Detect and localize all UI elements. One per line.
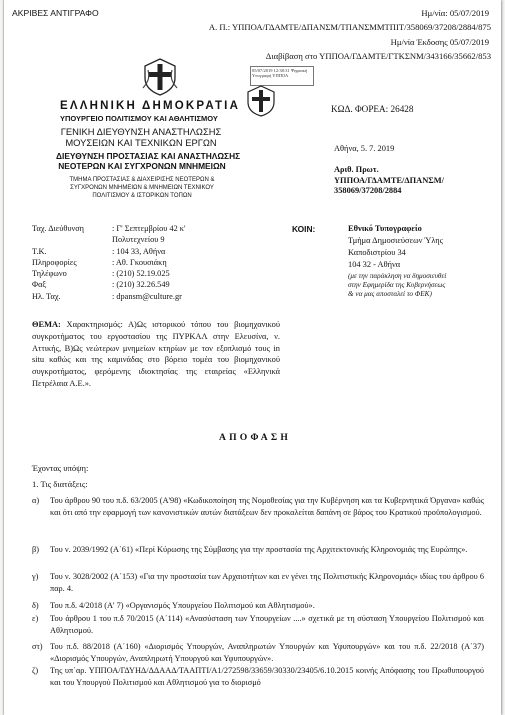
provision-text: Του ν. 2039/1992 (Α΄61) «Περί Κύρωσης της Σύμβασης για την προστασία της Αρχιτεκτονικής Κληρονομιάς της Ευρώπης». — [50, 545, 468, 554]
provision-number: γ) — [32, 572, 39, 581]
provision-item — [32, 495, 484, 519]
provision-text: Του άρθρου 1 του π.δ 70/2015 (Α΄114) «Ανασύσταση των Υπουργείων ....» σχετικά με τη σύσταση Υπουργείου Πολιτισμού και Αθλητισμού. — [50, 614, 484, 636]
subject-label: ΘΕΜΑ: — [32, 320, 61, 329]
directorate-line1: ΔΙΕΥΘΥΝΣΗ ΠΡΟΣΤΑΣΙΑΣ ΚΑΙ ΑΝΑΣΤΗΛΩΣΗΣ — [56, 151, 241, 161]
provision-item — [32, 571, 484, 595]
provision-text: Της υπ΄αρ. ΥΠΠΟΑ/ΓΔΥΗΔ/ΔΔΑΑΔ/ΤΑΑΠΤΙ/Α1/272598/33659/30330/23405/6.10.2015 κοινής Απόφασης του Πρωθυπουργού και του Υπουργού Πολιτισμού και Αθλητισμού για το διορισμό — [50, 666, 484, 688]
contact-value: : Γ' Σεπτεμβρίου 42 κ' — [112, 224, 186, 233]
agency-code: ΚΩΔ. ΦΟΡΕΑ: 26428 — [331, 104, 414, 114]
koin-note3: & να μας αποσταλεί το ΦΕΚ) — [348, 290, 432, 298]
provision-number: ζ) — [32, 666, 39, 675]
protocol-number: Α. Π.: ΥΠΠΟΑ/ΓΔΑΜΤΕ/ΔΠΑΝΣΜ/ΤΠΑΝΣΜΜΤΠΙΤ/358069/37208/2884/875 — [208, 22, 491, 32]
provision-text: Του άρθρου 90 του π.δ. 63/2005 (Α'98) «Κωδικοποίηση της Νομοθεσίας για την Κυβέρνηση και τα Κυβερνητικά Όργανα» καθώς και ότι από την εφαρμογή των κανονιστικών αυτών διατάξεων δεν προκαλείται δαπάνη σε βάρος του Κρατικού προϋπολογισμού. — [50, 496, 484, 518]
contact-value: : Αθ. Γκουσιάκη — [112, 258, 167, 267]
contact-label: Τ.Κ. — [32, 247, 47, 256]
koin-department: Τμήμα Δημοσιεύσεων Ύλης — [348, 236, 443, 245]
provision-number: ε) — [32, 614, 39, 623]
republic-title: ΕΛΛΗΝΙΚΗ ΔΗΜΟΚΡΑΤΙΑ — [60, 100, 241, 112]
provision-item — [32, 641, 484, 665]
protocol-line2: 358069/37208/2884 — [334, 186, 402, 195]
provision-number: στ) — [32, 642, 43, 651]
greek-seal-icon — [246, 85, 276, 117]
provision-text: Του π.δ. 88/2018 (Α΄160) «Διορισμός Υπουργών, Αναπληρωτών Υπουργών και Υφυπουργών» και του π.δ. 22/2018 (Α΄37) «Διορισμός Υπουργών, Αναπληρωτή Υπουργού και Υφυπουργών». — [50, 642, 484, 664]
greek-coat-of-arms-icon — [142, 58, 178, 96]
koin-recipient: Εθνικό Τυπογραφείο — [348, 224, 422, 233]
provision-text: Του π.δ. 4/2018 (Α' 7) «Οργανισμός Υπουργείου Πολιτισμού και Αθλητισμού». — [50, 601, 315, 610]
koin-label: ΚΟΙΝ: — [292, 224, 316, 234]
general-directorate-line1: ΓΕΝΙΚΗ ΔΙΕΥΘΥΝΣΗ ΑΝΑΣΤΗΛΩΣΗΣ — [60, 126, 222, 137]
contact-label: Φαξ — [32, 280, 47, 289]
provisions-title: 1. Τις διατάξεις: — [32, 479, 88, 489]
provision-item — [32, 665, 484, 689]
provision-number: δ) — [32, 601, 39, 610]
general-directorate-line2: ΜΟΥΣΕΙΩΝ ΚΑΙ ΤΕΧΝΙΚΩΝ ΕΡΓΩΝ — [65, 137, 217, 148]
copy-date: Ημ/νία: 05/07/2019 — [421, 8, 489, 18]
ministry-name: ΥΠΟΥΡΓΕΙΟ ΠΟΛΙΤΙΣΜΟΥ ΚΑΙ ΑΘΛΗΤΙΣΜΟΥ — [60, 114, 218, 123]
document-page — [4, 0, 501, 715]
contact-label: Ηλ. Ταχ. — [32, 292, 61, 301]
contact-label: Τηλέφωνο — [32, 269, 67, 278]
decision-title: ΑΠΟΦΑΣΗ — [219, 432, 292, 443]
having-regard: Έχοντας υπόψη: — [32, 463, 89, 473]
provision-text: Του ν. 3028/2002 (Α΄153) «Για την προστασία των Αρχαιοτήτων και εν γένει της Πολιτιστικής Κληρονομιάς» ιδίως του άρθρου 6 παρ. 4. — [50, 572, 484, 594]
department-line3: ΠΟΛΙΤΙΣΜΟΥ & ΙΣΤΟΡΙΚΩΝ ΤΟΠΩΝ — [92, 193, 192, 199]
contact-value: Πολυτεχνείου 9 — [112, 235, 165, 244]
contact-value: : dpansm@culture.gr — [112, 292, 182, 301]
transmission-number: Διαβίβαση στο ΥΠΠΟΑ/ΓΔΑΜΤΕ/ΓΤΚΣΝΜ/343166/35662/853 — [265, 51, 491, 61]
protocol-line1: ΥΠΠΟΑ/ΓΔΑΜΤΕ/ΔΠΑΝΣΜ/ — [334, 176, 444, 185]
contact-value: : (210) 32.26.549 — [112, 280, 170, 289]
provision-item — [32, 544, 484, 556]
koin-note1: (με την παράκληση να δημοσιευθεί — [348, 272, 447, 280]
provision-number: α) — [32, 496, 40, 505]
koin-note2: στην Εφημερίδα της Κυβερνήσεως — [348, 281, 446, 289]
provision-item — [32, 613, 484, 637]
subject-text: Χαρακτηρισμός: Α)Ως ιστορικού τόπου του βιομηχανικού συγκροτήματος του εργοστασίου της ΠΥΡΚΑΛ στην Ελευσίνα, ν. Αττικής, Β)Ως νεώτερων μνημείων κτηρίων με τον εξοπλισμό τους in situ καθώς και της καμινάδας στο βόρειο τομέα του βιομηχανικού συγκροτήματος, φερόμενης ιδιοκτησίας της εταιρείας «Ελληνικά Πετρέλαια Α.Ε.». — [32, 320, 281, 388]
protocol-label: Αριθ. Πρωτ. — [334, 165, 379, 174]
koin-street: Καποδιστρίου 34 — [348, 248, 406, 257]
digital-signature-stamp: 05/07/2019 12:38:31 Ψηφιακή Υπογραφή ΥΠΠΟΑ — [250, 66, 314, 86]
provision-number: β) — [32, 545, 39, 554]
contact-label: Ταχ. Διεύθυνση — [32, 224, 85, 233]
issue-date: Ημ/νία Έκδοσης 05/07/2019 — [390, 37, 489, 47]
department-line2: ΣΥΓΧΡΟΝΩΝ ΜΝΗΜΕΙΩΝ & ΜΝΗΜΕΙΩΝ ΤΕΧΝΙΚΟΥ — [70, 185, 214, 191]
place-date: Αθήνα, 5. 7. 2019 — [334, 144, 395, 153]
subject-block — [32, 319, 280, 390]
copy-label: ΑΚΡΙΒΕΣ ΑΝΤΙΓΡΑΦΟ — [12, 8, 99, 18]
department-line1: ΤΜΗΜΑ ΠΡΟΣΤΑΣΙΑΣ & ΔΙΑΧΕΙΡΙΣΗΣ ΝΕΟΤΕΡΩΝ & — [69, 177, 215, 183]
koin-city: 104 32 - Αθήνα — [348, 260, 401, 269]
contact-value: : (210) 52.19.025 — [112, 269, 170, 278]
directorate-line2: ΝΕΟΤΕΡΩΝ ΚΑΙ ΣΥΓΧΡΟΝΩΝ ΜΝΗΜΕΙΩΝ — [58, 161, 226, 171]
contact-value: : 104 33, Αθήνα — [112, 247, 166, 256]
provision-item — [32, 600, 484, 612]
contact-label: Πληροφορίες — [32, 258, 77, 267]
